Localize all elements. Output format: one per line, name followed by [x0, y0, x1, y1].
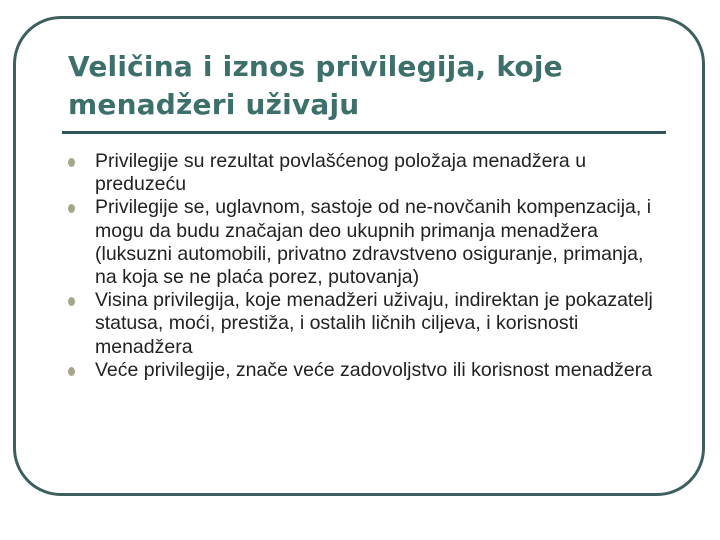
- bullet-text: Veće privilegije, znače veće zadovoljstvo ili korisnost menadžera: [95, 358, 653, 381]
- title-divider: [62, 131, 666, 134]
- bullet-dot-icon: [68, 158, 75, 167]
- bullet-item: [68, 359, 668, 382]
- bullet-text: Visina privilegija, koje menadžeri uživaju, indirektan je pokazatelj statusa, moći, prestiža, i ostalih ličnih ciljeva, i korisnosti menadžera: [95, 289, 653, 358]
- bullet-item: [68, 196, 668, 289]
- bullet-item: [68, 289, 668, 359]
- bullet-text: Privilegije su rezultat povlašćenog položaja menadžera u preduzeću: [95, 150, 587, 196]
- bullet-item: [68, 150, 668, 196]
- slide-title: Veličina i iznos privilegija, koje menadžeri uživaju: [68, 50, 563, 121]
- bullet-text: Privilegije se, uglavnom, sastoje od ne-novčanih kompenzacija, i mogu da budu značajan deo ukupnih primanja menadžera (luksuzni automobili, privatno zdravstveno osiguranje, primanja, na koja se ne plaća porez, putovanja): [95, 196, 652, 289]
- bullet-dot-icon: [68, 297, 75, 306]
- bullet-list: [68, 150, 668, 382]
- bullet-dot-icon: [68, 204, 75, 213]
- bullet-dot-icon: [68, 367, 75, 376]
